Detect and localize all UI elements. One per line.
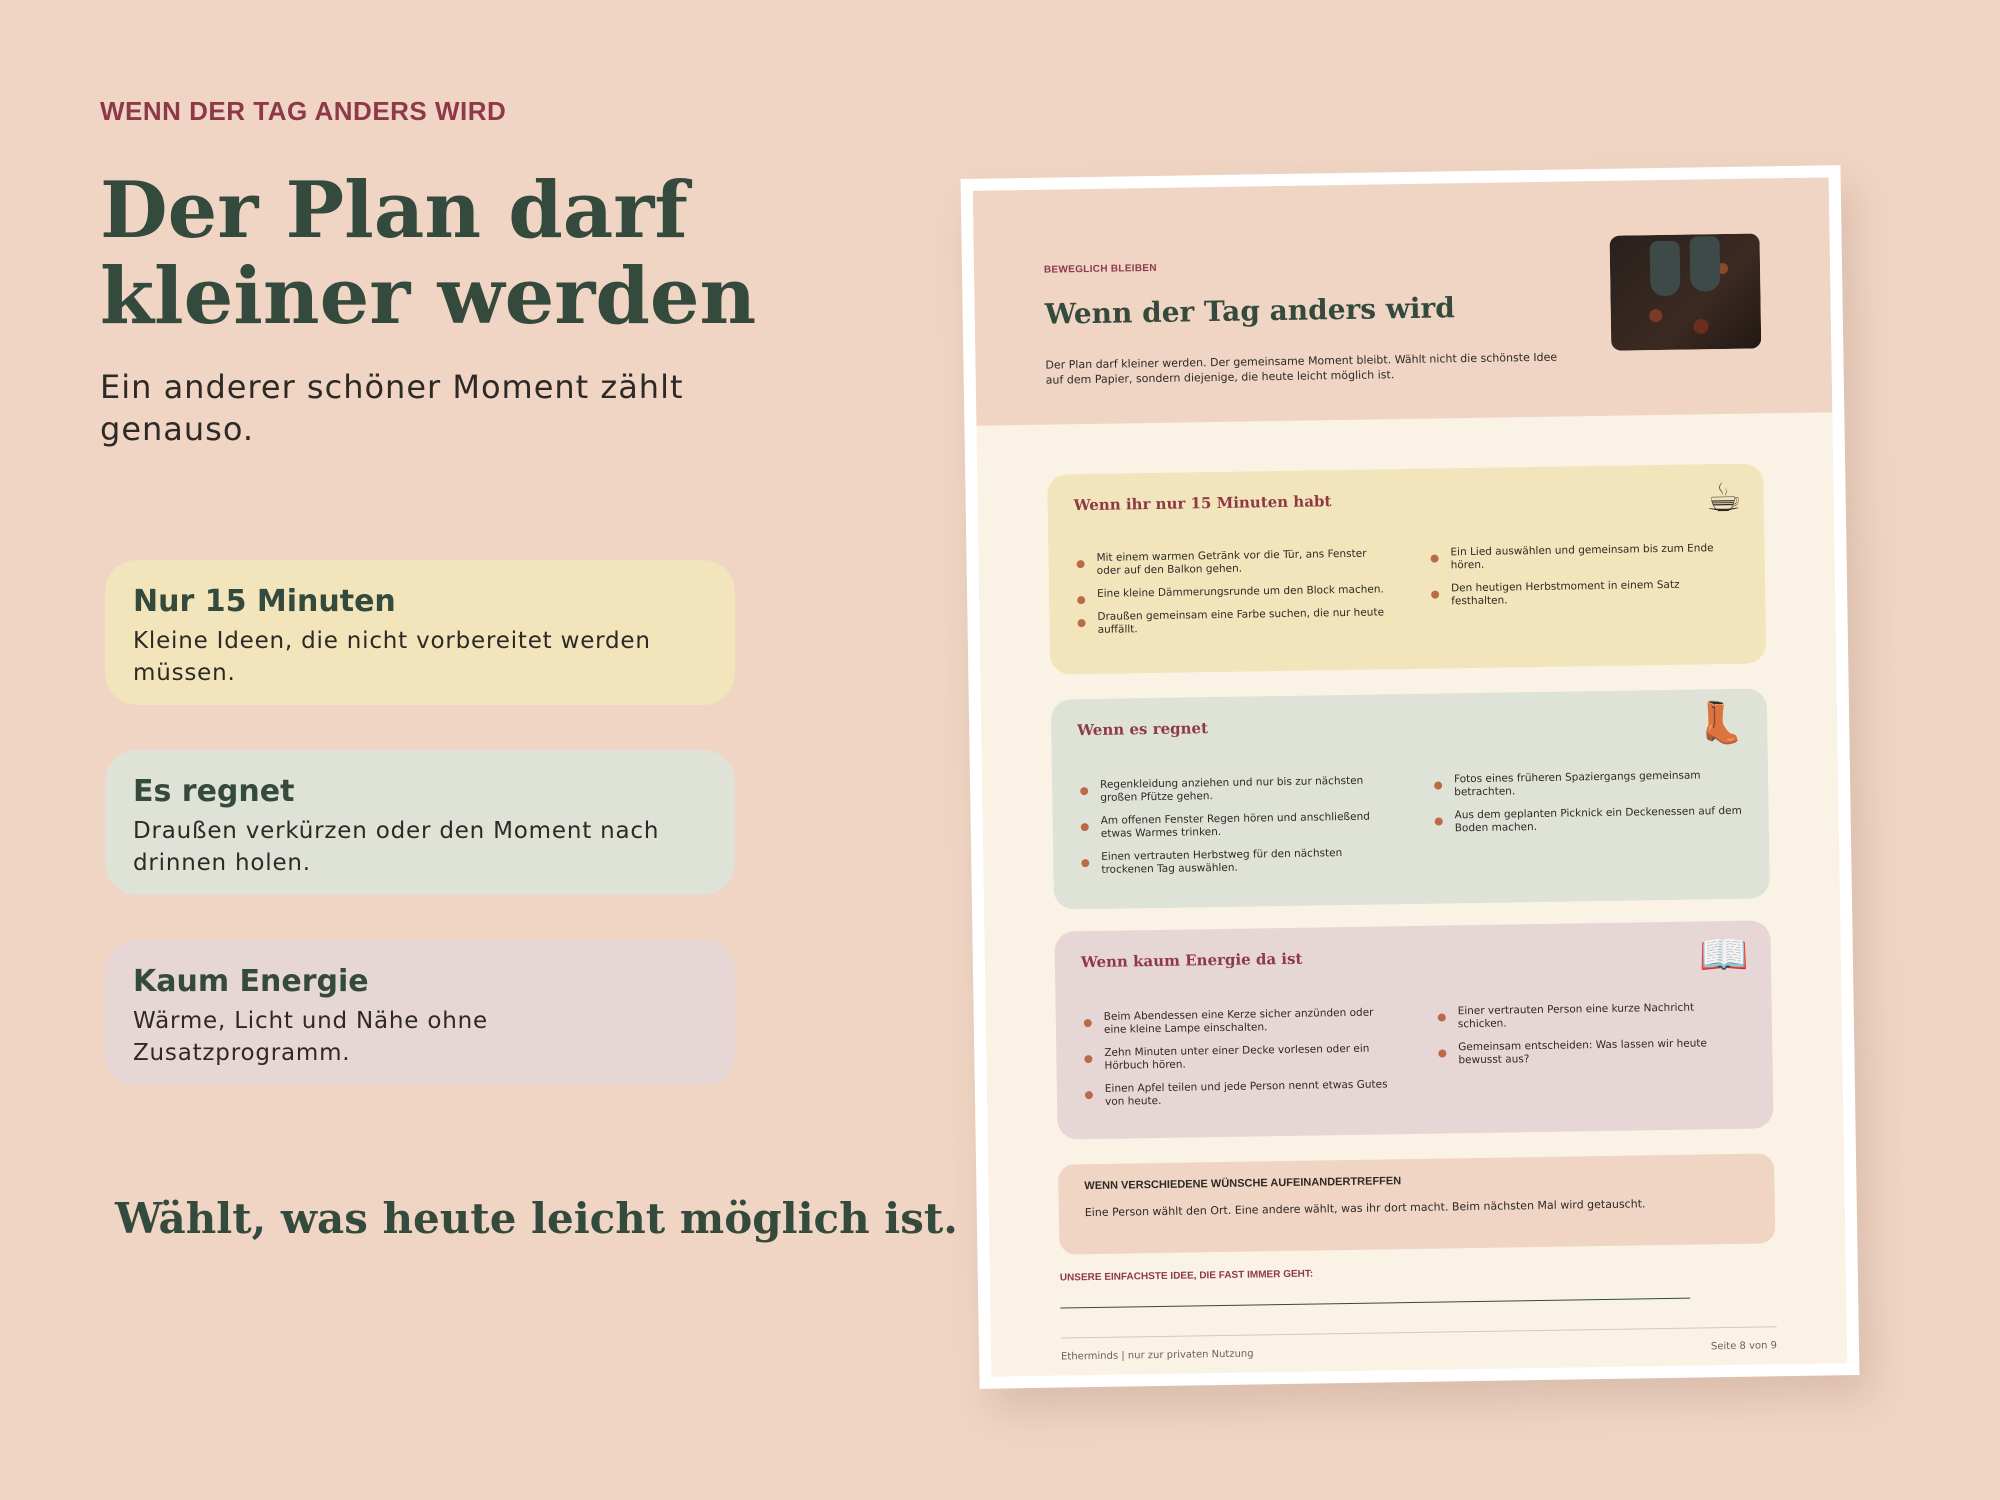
bullet-list-left — [1074, 547, 1385, 647]
headline: Der Plan darf kleiner werden — [100, 165, 757, 342]
subline: Ein anderer schöner Moment zählt genauso. — [100, 368, 684, 448]
card-title: Nur 15 Minuten — [133, 584, 396, 619]
rain-boots-icon: 👢 — [1695, 699, 1746, 747]
section-15-minutes — [1047, 463, 1766, 674]
list-item: Einen Apfel teilen und jede Person nennt etwas Gutes von heute. — [1083, 1078, 1393, 1109]
card-15-minutes — [105, 560, 735, 705]
card-text: Wärme, Licht und Nähe ohne Zusatzprogramm. — [133, 1008, 488, 1066]
footer-credit: Etherminds | nur zur privaten Nutzung — [1060, 1348, 1254, 1363]
bullet-list-right — [1428, 542, 1739, 642]
mug-icon: ☕ — [1705, 474, 1743, 522]
section-title: Wenn ihr nur 15 Minuten habt — [1073, 492, 1332, 515]
card-title: Kaum Energie — [133, 964, 369, 999]
bullet-list-left — [1082, 1006, 1394, 1119]
list-item: Zehn Minuten unter einer Decke vorlesen oder ein Hörbuch hören. — [1082, 1042, 1392, 1073]
closing-line: Wählt, was heute leicht möglich ist. — [115, 1194, 958, 1243]
section-title: Wenn es regnet — [1077, 719, 1209, 740]
simple-idea-label: UNSERE EINFACHSTE IDEE, DIE FAST IMMER GEHT: — [1059, 1268, 1314, 1284]
write-in-line — [1060, 1298, 1690, 1309]
boot-shape — [1650, 241, 1681, 296]
autumn-boots-photo — [1610, 233, 1762, 350]
page-mockup — [961, 165, 1860, 1389]
worksheet-page — [973, 177, 1848, 1376]
list-item: Den heutigen Herbstmoment in einem Satz festhalten. — [1429, 578, 1739, 609]
list-item: Einer vertrauten Person eine kurze Nachricht schicken. — [1436, 1001, 1746, 1032]
section-title: Wenn kaum Energie da ist — [1080, 949, 1303, 972]
bullet-list-right — [1436, 1001, 1748, 1114]
list-item: Ein Lied auswählen und gemeinsam bis zum Ende hören. — [1428, 542, 1738, 573]
eyebrow-label: WENN DER TAG ANDERS WIRD — [100, 96, 507, 126]
page-intro: Der Plan darf kleiner werden. Der gemeinsame Moment bleibt. Wählt nicht die schönste Idee auf dem Papier, sondern diejenige, die heute leicht möglich ist. — [1045, 350, 1558, 387]
list-item: Regenkleidung anziehen und nur bis zur nächsten großen Pfütze gehen. — [1078, 774, 1388, 805]
section-low-energy — [1054, 920, 1773, 1139]
list-item: Mit einem warmen Getränk vor die Tür, ans Fenster oder auf den Balkon gehen. — [1074, 547, 1384, 578]
list-item: Beim Abendessen eine Kerze sicher anzünden oder eine kleine Lampe einschalten. — [1082, 1006, 1392, 1037]
boot-shape — [1690, 236, 1721, 291]
page-title: Wenn der Tag anders wird — [1044, 291, 1456, 331]
note-text: Eine Person wählt den Ort. Eine andere wählt, was ihr dort macht. Beim nächsten Mal wird getauscht. — [1084, 1197, 1646, 1220]
page-eyebrow: BEWEGLICH BLEIBEN — [1043, 262, 1157, 276]
card-rain — [105, 750, 735, 895]
card-title: Es regnet — [133, 774, 295, 809]
list-item: Einen vertrauten Herbstweg für den nächsten trockenen Tag auswählen. — [1079, 846, 1389, 877]
note-title: WENN VERSCHIEDENE WÜNSCHE AUFEINANDERTREFFEN — [1084, 1175, 1402, 1193]
book-blanket-icon: 📖 — [1698, 931, 1750, 979]
card-low-energy — [105, 940, 735, 1085]
card-text: Kleine Ideen, die nicht vorbereitet werden müssen. — [133, 628, 651, 686]
list-item: Eine kleine Dämmerungsrunde um den Block machen. — [1075, 583, 1385, 601]
list-item: Aus dem geplanten Picknick ein Deckenessen auf dem Boden machen. — [1433, 805, 1743, 836]
page-number: Seite 8 von 9 — [1710, 1340, 1778, 1353]
card-text: Draußen verkürzen oder den Moment nach drinnen holen. — [133, 818, 660, 876]
bullet-list-left — [1078, 774, 1390, 887]
bullet-list-right — [1432, 769, 1744, 882]
section-rain — [1051, 688, 1770, 909]
note-box — [1058, 1153, 1775, 1254]
list-item: Fotos eines früheren Spaziergangs gemeinsam betrachten. — [1432, 769, 1742, 800]
footer-divider — [1061, 1326, 1777, 1338]
list-item: Draußen gemeinsam eine Farbe suchen, die nur heute auffällt. — [1075, 606, 1385, 637]
list-item: Am offenen Fenster Regen hören und anschließend etwas Warmes trinken. — [1079, 810, 1389, 841]
list-item: Gemeinsam entscheiden: Was lassen wir heute bewusst aus? — [1436, 1037, 1746, 1068]
